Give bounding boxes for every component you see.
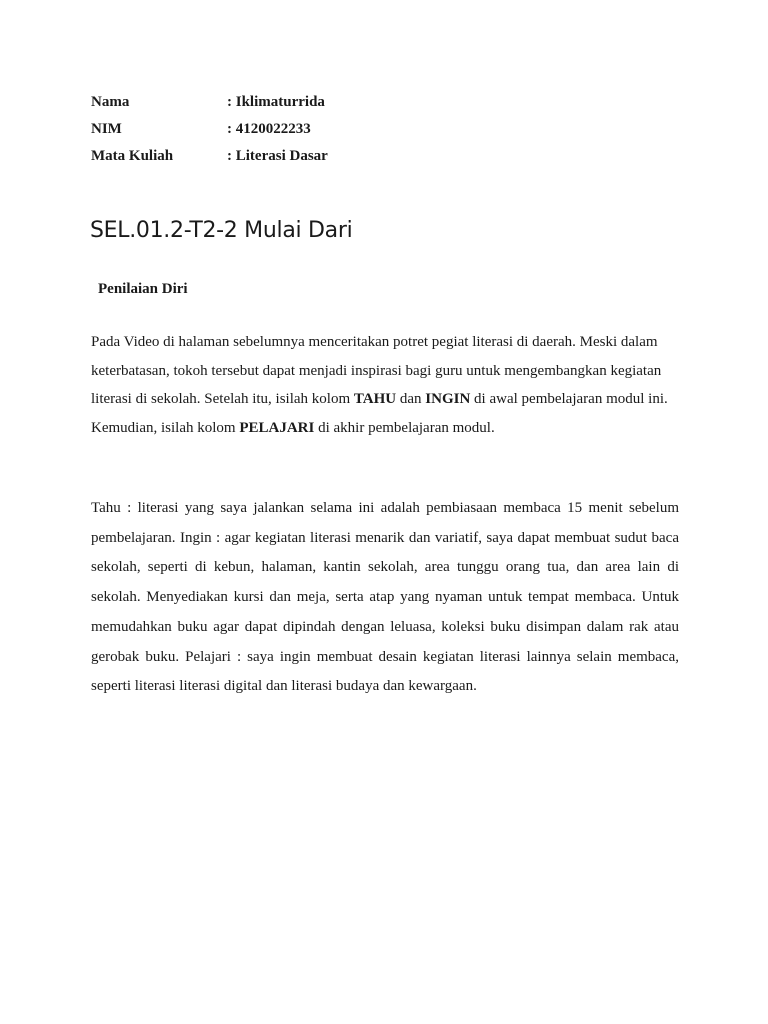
bold-keyword-ingin: INGIN: [425, 391, 471, 407]
paragraph-text: di awal pembelajaran modul ini. Kemudian, isilah kolom: [91, 391, 668, 436]
info-label: NIM: [91, 121, 122, 137]
paragraph-text: dan: [396, 391, 426, 407]
paragraph-text: Pada Video di halaman sebelumnya menceritakan potret pegiat literasi di daerah. Meski dalam keterbatasan, tokoh tersebut dapat menjadi inspirasi bagi guru untuk mengembangkan kegiatan literasi di sekolah. Setelah itu, isilah kolom: [91, 334, 662, 407]
info-row-nim: [91, 119, 328, 146]
bold-keyword-tahu: TAHU: [353, 391, 397, 407]
info-label: Nama: [91, 94, 130, 110]
info-row-nama: [91, 92, 328, 119]
info-value: : 4120022233: [227, 121, 311, 137]
bold-keyword-pelajari: PELAJARI: [239, 419, 315, 436]
section-heading: Penilaian Diri: [98, 281, 188, 297]
info-value: : Literasi Dasar: [227, 148, 328, 164]
info-label: Mata Kuliah: [91, 148, 174, 164]
document-title: SEL.01.2-T2-2 Mulai Dari: [90, 218, 353, 243]
info-value: : Iklimaturrida: [227, 94, 325, 110]
info-row-mata-kuliah: [91, 146, 328, 173]
paragraph-text: di akhir pembelajaran modul.: [314, 419, 495, 436]
answer-paragraph: Tahu : literasi yang saya jalankan selama ini adalah pembiasaan membaca 15 menit sebelum pembelajaran. Ingin : agar kegiatan literasi menarik dan variatif, saya dapat membuat sudut baca sekolah, seperti di kebun, halaman, kantin sekolah, area tunggu orang tua, dan area lain di sekolah. Menyediakan kursi dan meja, serta atap yang nyaman untuk tempat membaca. Untuk memudahkan buku agar dapat dipindah dengan leluasa, koleksi buku disimpan dalam rak atau gerobak buku. Pelajari : saya ingin membuat desain kegiatan literasi lainnya selain membaca, seperti literasi literasi digital dan literasi budaya dan kewargaan.: [91, 500, 679, 695]
student-info-table: [91, 92, 328, 173]
instruction-paragraph: [91, 328, 679, 442]
